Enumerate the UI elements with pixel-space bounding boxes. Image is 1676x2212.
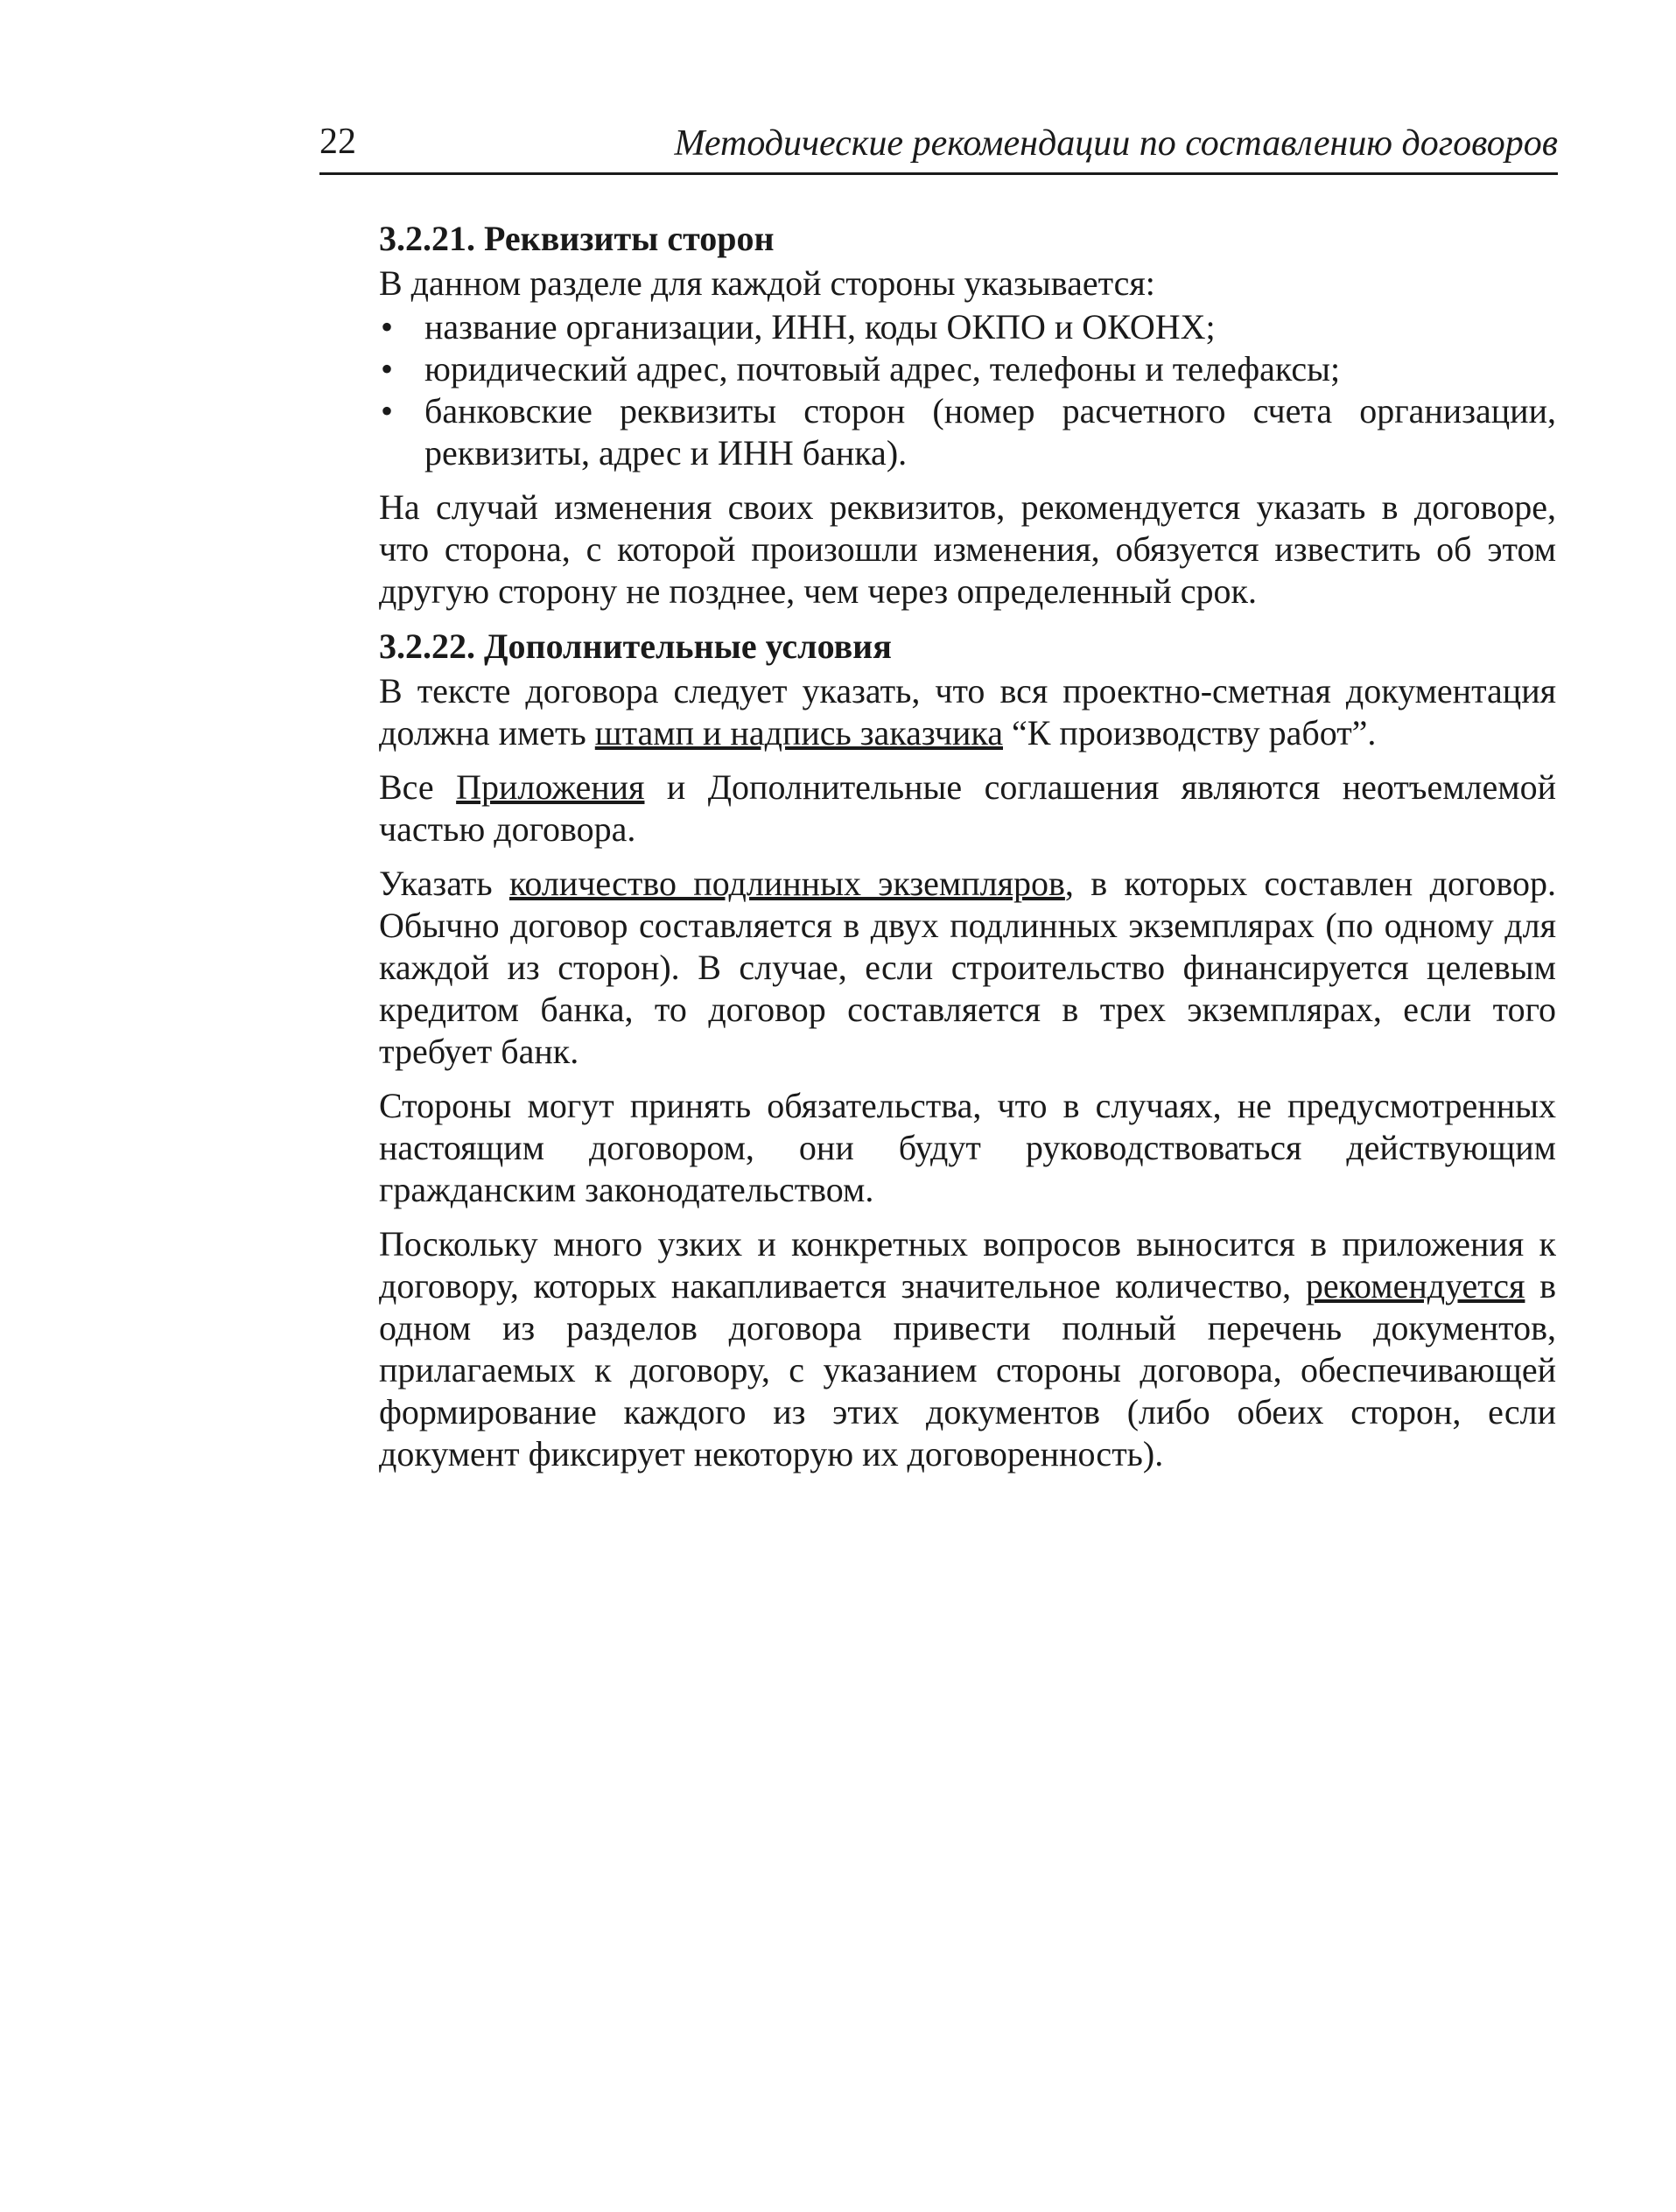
running-title: Методические рекомендации по составлению договоров (674, 123, 1558, 164)
paragraph-obligations: Стороны могут принять обязательства, что в случаях, не предусмотренных настоящим договором, они будут руководствоваться действующим гражданским законодательством. (379, 1086, 1556, 1209)
requisites-list (379, 306, 1556, 474)
paragraph-appendices (379, 766, 1556, 850)
paragraph-document-list (379, 1223, 1556, 1475)
requisites-intro: В данном разделе для каждой стороны указывается: (379, 263, 1155, 303)
list-item-text: банковские реквизиты сторон (номер расчетного счета организации, реквизиты, адрес и ИНН банка). (424, 391, 1556, 472)
list-item-text: юридический адрес, почтовый адрес, телефоны и телефаксы; (424, 349, 1341, 388)
section-heading-requisites: 3.2.21. Реквизиты сторон (379, 219, 775, 258)
copies-link[interactable]: количество подлинных экземпляров (508, 864, 1065, 903)
section-heading-additional-terms: 3.2.22. Дополнительные условия (379, 626, 892, 666)
header-rule (319, 172, 1558, 175)
list-item (379, 390, 1556, 474)
bullet-icon: • (381, 307, 394, 346)
paragraph-text: и Дополнительные соглашения являются неотъемлемой частью договора. (379, 767, 1556, 849)
bullet-icon: • (381, 391, 394, 430)
list-item-text: название организации, ИНН, коды ОКПО и ОКОНХ; (424, 307, 1216, 346)
list-item (379, 306, 1556, 348)
bullet-icon: • (381, 349, 394, 388)
appendices-link[interactable]: Приложения (456, 767, 645, 807)
list-item (379, 348, 1556, 390)
paragraph-text: Поскольку много узких и конкретных вопросов выносится в приложения к договору, которых накапливается значительное количество, (379, 1224, 1556, 1306)
paragraph-text: Все (379, 767, 457, 807)
paragraph-copies (379, 863, 1556, 1073)
paragraph-text: Указать (379, 864, 509, 903)
paragraph-text: “К производству работ”. (1003, 713, 1377, 752)
document-body (379, 217, 1556, 1488)
stamp-link[interactable]: штамп и надпись заказчика (594, 713, 1003, 752)
page-header (319, 118, 1558, 179)
page-number: 22 (319, 122, 356, 162)
requisites-change-paragraph: На случай изменения своих реквизитов, рекомендуется указать в договоре, что сторона, с которой произошли изменения, обязуется известить об этом другую сторону не позднее, чем через определенный срок. (379, 487, 1556, 611)
paragraph-stamp (379, 670, 1556, 754)
paragraph-text: , в которых составлен договор. Обычно договор составляется в двух подлинных экземплярах (по одному для каждой из сторон). В случае, если строительство финансируется целевым кредитом банка, то договор составляется в трех экземплярах, если того требует банк. (379, 864, 1556, 1071)
recommended-link[interactable]: рекомендуется (1305, 1266, 1525, 1306)
paragraph-text: в одном из разделов договора привести полный перечень документов, прилагаемых к договору, с указанием стороны договора, обеспечивающей формирование каждого из этих документов (либо обеих сторон, если документ фиксирует некоторую их договоренность). (379, 1266, 1557, 1474)
paragraph-text: В тексте договора следует указать, что вся проектно-сметная документация должна иметь (379, 671, 1556, 752)
